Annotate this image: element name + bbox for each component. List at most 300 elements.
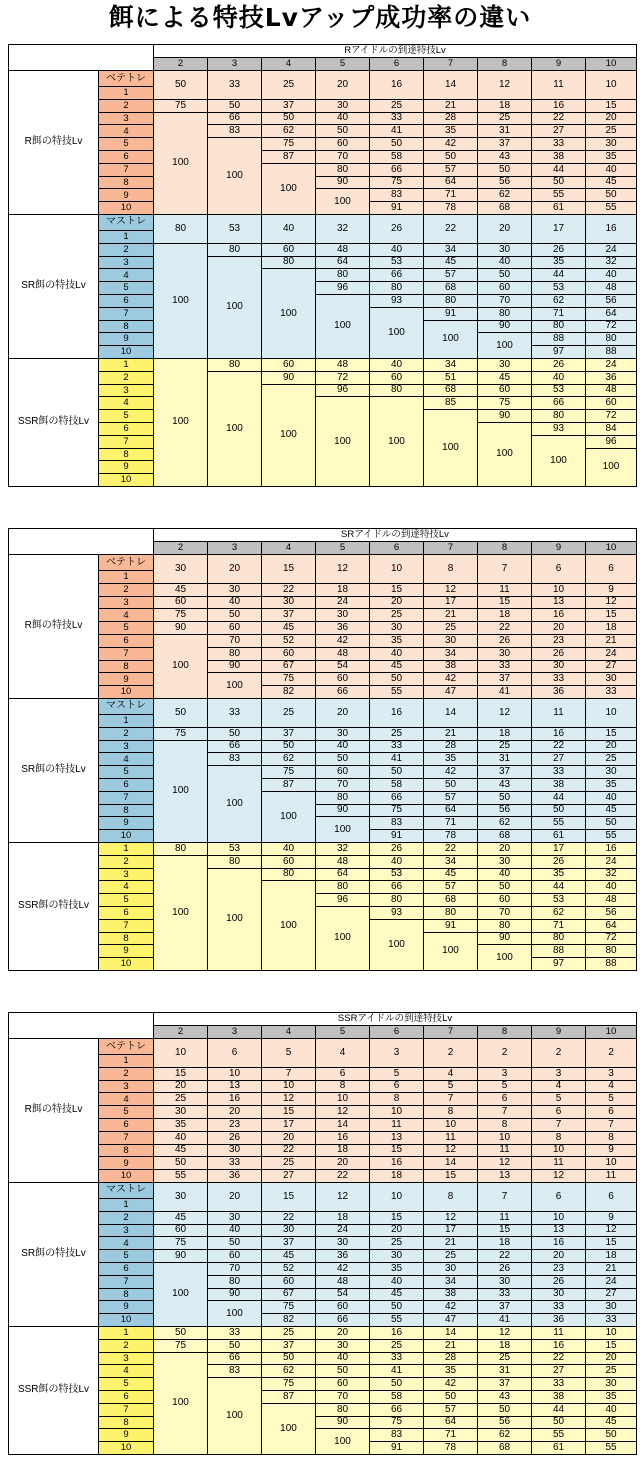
rate-cell: 11 bbox=[424, 1131, 478, 1144]
feed-level: 2 bbox=[99, 855, 154, 868]
rate-cell: 11 bbox=[532, 71, 586, 100]
feed-level: 5 bbox=[99, 282, 154, 295]
rate-cell: 72 bbox=[586, 320, 637, 333]
feed-level: 5 bbox=[99, 894, 154, 907]
rate-cell: 33 bbox=[208, 1326, 262, 1339]
rate-cell: 45 bbox=[424, 256, 478, 269]
rate-cell: 83 bbox=[208, 753, 262, 766]
rate-cell: 61 bbox=[532, 1442, 586, 1455]
rate-cell: 62 bbox=[478, 189, 532, 202]
rate-cell: 80 bbox=[532, 410, 586, 423]
max-rate-cell: 100 bbox=[316, 1429, 370, 1455]
rate-cell: 6 bbox=[316, 1067, 370, 1080]
rate-cell: 36 bbox=[208, 1170, 262, 1183]
rate-cell: 50 bbox=[478, 791, 532, 804]
rate-cell: 24 bbox=[586, 243, 637, 256]
rate-cell: 60 bbox=[262, 358, 316, 371]
rate-cell: 44 bbox=[532, 791, 586, 804]
feed-level: 2 bbox=[99, 243, 154, 256]
rate-cell: 80 bbox=[208, 358, 262, 371]
rate-cell: 10 bbox=[424, 1118, 478, 1131]
rate-cell: 31 bbox=[478, 753, 532, 766]
arrival-level-title: Rアイドルの到達特技Lv bbox=[154, 45, 637, 58]
feed-level: 3 bbox=[99, 112, 154, 125]
max-rate-cell: 100 bbox=[316, 906, 370, 970]
rate-cell: 80 bbox=[424, 294, 478, 307]
rate-cell: 87 bbox=[262, 778, 316, 791]
rate-cell: 12 bbox=[478, 71, 532, 100]
rate-cell: 53 bbox=[532, 282, 586, 295]
rate-cell: 18 bbox=[586, 1250, 637, 1263]
rate-cell: 11 bbox=[370, 1118, 424, 1131]
rate-cell: 13 bbox=[532, 1224, 586, 1237]
rate-cell: 32 bbox=[586, 256, 637, 269]
rate-cell: 80 bbox=[208, 855, 262, 868]
feed-level: 4 bbox=[99, 609, 154, 622]
rate-cell: 75 bbox=[370, 176, 424, 189]
rate-cell: 16 bbox=[586, 842, 637, 855]
level-header: 3 bbox=[208, 1026, 262, 1039]
level-header: 6 bbox=[370, 542, 424, 555]
table-row bbox=[9, 384, 637, 397]
rate-cell: 96 bbox=[586, 435, 637, 448]
feed-level: 8 bbox=[99, 1144, 154, 1157]
rate-cell: 26 bbox=[478, 634, 532, 647]
rate-cell: 18 bbox=[478, 1339, 532, 1352]
rate-cell: 20 bbox=[316, 1157, 370, 1170]
rate-cell: 27 bbox=[262, 1170, 316, 1183]
feed-level: 7 bbox=[99, 1403, 154, 1416]
rate-cell: 22 bbox=[478, 622, 532, 635]
rate-cell: 75 bbox=[478, 397, 532, 410]
rate-cell: 12 bbox=[586, 1224, 637, 1237]
rate-cell: 30 bbox=[262, 1224, 316, 1237]
max-rate-cell: 100 bbox=[154, 1352, 208, 1454]
rate-cell: 11 bbox=[532, 698, 586, 727]
rate-cell: 35 bbox=[154, 1118, 208, 1131]
rate-cell: 71 bbox=[424, 189, 478, 202]
rate-cell: 33 bbox=[532, 1301, 586, 1314]
rate-cell: 33 bbox=[532, 1378, 586, 1391]
rate-cell: 16 bbox=[370, 1157, 424, 1170]
feed-level: 7 bbox=[99, 1131, 154, 1144]
rate-cell: 30 bbox=[478, 647, 532, 660]
rate-cell: 8 bbox=[478, 1118, 532, 1131]
rate-cell: 64 bbox=[424, 804, 478, 817]
rate-cell: 26 bbox=[370, 214, 424, 243]
rate-cell: 33 bbox=[532, 766, 586, 779]
rate-cell: 54 bbox=[316, 1288, 370, 1301]
rate-cell: 15 bbox=[262, 555, 316, 584]
rate-cell: 22 bbox=[262, 1211, 316, 1224]
rate-cell: 20 bbox=[208, 555, 262, 584]
rate-cell: 62 bbox=[532, 906, 586, 919]
rate-cell: 45 bbox=[154, 583, 208, 596]
rate-cell: 38 bbox=[532, 1390, 586, 1403]
rate-cell: 36 bbox=[532, 686, 586, 699]
feed-level: 5 bbox=[99, 1250, 154, 1263]
rate-cell: 11 bbox=[478, 583, 532, 596]
rate-cell: 8 bbox=[586, 1131, 637, 1144]
table-row bbox=[9, 1067, 637, 1080]
rate-table-sr-idol bbox=[8, 528, 637, 971]
rate-cell: 6 bbox=[532, 555, 586, 584]
rate-cell: 30 bbox=[262, 596, 316, 609]
rate-cell: 40 bbox=[370, 1275, 424, 1288]
rate-cell: 64 bbox=[424, 176, 478, 189]
rate-cell: 42 bbox=[424, 766, 478, 779]
rate-cell: 33 bbox=[208, 698, 262, 727]
max-rate-cell: 100 bbox=[262, 269, 316, 359]
rate-cell: 20 bbox=[316, 698, 370, 727]
rate-cell: 16 bbox=[208, 1093, 262, 1106]
table-row bbox=[9, 150, 637, 163]
rate-cell: 66 bbox=[370, 1403, 424, 1416]
rate-cell: 35 bbox=[586, 150, 637, 163]
rate-cell: 53 bbox=[370, 256, 424, 269]
feed-level: 4 bbox=[99, 1365, 154, 1378]
rate-cell: 68 bbox=[478, 830, 532, 843]
rate-cell: 80 bbox=[316, 881, 370, 894]
rate-cell: 25 bbox=[370, 609, 424, 622]
rate-cell: 50 bbox=[532, 176, 586, 189]
rate-cell: 40 bbox=[370, 647, 424, 660]
rate-cell: 23 bbox=[532, 634, 586, 647]
rate-cell: 44 bbox=[532, 269, 586, 282]
rate-cell: 71 bbox=[424, 1429, 478, 1442]
rate-cell: 71 bbox=[532, 919, 586, 932]
rate-cell: 30 bbox=[478, 358, 532, 371]
feed-level: 1 bbox=[99, 842, 154, 855]
rate-cell: 45 bbox=[370, 660, 424, 673]
rate-cell: 60 bbox=[262, 243, 316, 256]
rate-cell: 33 bbox=[208, 1157, 262, 1170]
level-header: 5 bbox=[316, 542, 370, 555]
table-row bbox=[9, 596, 637, 609]
rate-cell: 30 bbox=[586, 138, 637, 151]
rate-cell: 33 bbox=[478, 1288, 532, 1301]
feed-level: 3 bbox=[99, 596, 154, 609]
rate-cell: 57 bbox=[424, 791, 478, 804]
table-row bbox=[9, 766, 637, 779]
rate-cell: 37 bbox=[262, 1339, 316, 1352]
rate-cell: 50 bbox=[424, 1390, 478, 1403]
rate-cell: 10 bbox=[586, 1157, 637, 1170]
rate-cell: 8 bbox=[424, 1106, 478, 1119]
table-row bbox=[9, 138, 637, 151]
table-row bbox=[9, 1118, 637, 1131]
rate-cell: 27 bbox=[586, 1288, 637, 1301]
rate-cell: 66 bbox=[208, 1352, 262, 1365]
rate-cell: 16 bbox=[586, 214, 637, 243]
rate-cell: 42 bbox=[424, 1378, 478, 1391]
table-row bbox=[9, 371, 637, 384]
feed-level: 10 bbox=[99, 958, 154, 971]
feed-level: 9 bbox=[99, 1157, 154, 1170]
feed-level: 7 bbox=[99, 1275, 154, 1288]
rate-cell: 55 bbox=[532, 817, 586, 830]
rate-cell: 64 bbox=[424, 1416, 478, 1429]
rate-cell: 60 bbox=[316, 1301, 370, 1314]
rate-cell: 57 bbox=[424, 881, 478, 894]
section-label: SR餌の特技Lv bbox=[9, 698, 99, 842]
table-row bbox=[9, 583, 637, 596]
rate-cell: 4 bbox=[424, 1067, 478, 1080]
rate-cell: 80 bbox=[154, 842, 208, 855]
feed-level: 1 bbox=[99, 230, 154, 243]
rate-cell: 80 bbox=[370, 894, 424, 907]
rate-cell: 44 bbox=[532, 1403, 586, 1416]
rate-cell: 87 bbox=[262, 150, 316, 163]
rate-cell: 93 bbox=[532, 422, 586, 435]
level-header: 6 bbox=[370, 58, 424, 71]
table-row bbox=[9, 622, 637, 635]
rate-cell: 16 bbox=[370, 71, 424, 100]
rate-cell: 50 bbox=[370, 1378, 424, 1391]
table-row bbox=[9, 894, 637, 907]
max-rate-cell: 100 bbox=[154, 112, 208, 214]
rate-cell: 25 bbox=[478, 112, 532, 125]
rate-cell: 56 bbox=[478, 176, 532, 189]
rate-cell: 35 bbox=[424, 753, 478, 766]
rate-cell: 30 bbox=[154, 1182, 208, 1211]
rate-cell: 14 bbox=[316, 1118, 370, 1131]
rate-cell: 40 bbox=[586, 1403, 637, 1416]
rate-cell: 83 bbox=[370, 817, 424, 830]
rate-cell: 40 bbox=[316, 740, 370, 753]
feed-level: 3 bbox=[99, 868, 154, 881]
rate-cell: 75 bbox=[262, 138, 316, 151]
rate-cell: 15 bbox=[370, 1211, 424, 1224]
rate-cell: 27 bbox=[586, 660, 637, 673]
rate-cell: 37 bbox=[478, 673, 532, 686]
level-header: 7 bbox=[424, 1026, 478, 1039]
level-header: 3 bbox=[208, 58, 262, 71]
rate-cell: 58 bbox=[370, 150, 424, 163]
rate-cell: 40 bbox=[586, 881, 637, 894]
section-label: R餌の特技Lv bbox=[9, 1039, 99, 1183]
rate-cell: 15 bbox=[262, 1182, 316, 1211]
level-header-row bbox=[9, 1026, 637, 1039]
rate-cell: 50 bbox=[154, 1157, 208, 1170]
rate-cell: 30 bbox=[424, 634, 478, 647]
level-header: 10 bbox=[586, 542, 637, 555]
table-row bbox=[9, 294, 637, 307]
rate-cell: 72 bbox=[316, 371, 370, 384]
rate-cell: 30 bbox=[478, 855, 532, 868]
rate-cell: 6 bbox=[208, 1039, 262, 1068]
section-label: SR餌の特技Lv bbox=[9, 1182, 99, 1326]
rate-cell: 10 bbox=[532, 583, 586, 596]
rate-cell: 18 bbox=[478, 99, 532, 112]
rate-cell: 10 bbox=[370, 555, 424, 584]
rate-cell: 58 bbox=[370, 1390, 424, 1403]
level-header: 4 bbox=[262, 58, 316, 71]
rate-cell: 50 bbox=[370, 138, 424, 151]
rate-cell: 60 bbox=[262, 855, 316, 868]
rate-cell: 70 bbox=[478, 294, 532, 307]
feed-level: 6 bbox=[99, 422, 154, 435]
rate-cell: 21 bbox=[424, 1237, 478, 1250]
rate-cell: 26 bbox=[532, 647, 586, 660]
level-header: 7 bbox=[424, 542, 478, 555]
rate-cell: 55 bbox=[586, 1442, 637, 1455]
max-rate-cell: 100 bbox=[316, 817, 370, 843]
max-rate-cell: 100 bbox=[154, 740, 208, 842]
max-rate-cell: 100 bbox=[262, 881, 316, 971]
rate-cell: 23 bbox=[532, 1262, 586, 1275]
rate-cell: 40 bbox=[262, 842, 316, 855]
rate-cell: 18 bbox=[478, 1237, 532, 1250]
rate-cell: 33 bbox=[586, 686, 637, 699]
rate-cell: 38 bbox=[424, 660, 478, 673]
rate-cell: 80 bbox=[154, 214, 208, 243]
rate-cell: 24 bbox=[316, 1224, 370, 1237]
rate-cell: 20 bbox=[586, 740, 637, 753]
rate-cell: 15 bbox=[478, 1224, 532, 1237]
rate-cell: 57 bbox=[424, 1403, 478, 1416]
max-rate-cell: 100 bbox=[532, 435, 586, 486]
rate-cell: 75 bbox=[154, 1339, 208, 1352]
rate-cell: 30 bbox=[532, 1288, 586, 1301]
rate-cell: 32 bbox=[316, 842, 370, 855]
rate-cell: 52 bbox=[262, 634, 316, 647]
rate-cell: 36 bbox=[586, 371, 637, 384]
feed-level: 6 bbox=[99, 906, 154, 919]
rate-cell: 88 bbox=[586, 346, 637, 359]
rate-cell: 55 bbox=[586, 830, 637, 843]
rate-cell: 4 bbox=[532, 1080, 586, 1093]
rate-cell: 53 bbox=[208, 214, 262, 243]
rate-cell: 40 bbox=[532, 371, 586, 384]
rate-cell: 75 bbox=[154, 1237, 208, 1250]
rate-cell: 48 bbox=[586, 894, 637, 907]
level-header: 8 bbox=[478, 58, 532, 71]
rate-cell: 40 bbox=[370, 358, 424, 371]
max-rate-cell: 100 bbox=[262, 384, 316, 486]
rate-cell: 34 bbox=[424, 855, 478, 868]
rate-cell: 20 bbox=[478, 842, 532, 855]
rate-cell: 60 bbox=[316, 138, 370, 151]
feed-level: 6 bbox=[99, 634, 154, 647]
rate-cell: 24 bbox=[316, 596, 370, 609]
rate-cell: 55 bbox=[370, 686, 424, 699]
rate-cell: 25 bbox=[370, 1237, 424, 1250]
rate-cell: 70 bbox=[316, 778, 370, 791]
rate-cell: 45 bbox=[586, 804, 637, 817]
rate-cell: 30 bbox=[154, 1106, 208, 1119]
rate-cell: 40 bbox=[478, 256, 532, 269]
rate-cell: 62 bbox=[478, 817, 532, 830]
rate-cell: 33 bbox=[370, 1352, 424, 1365]
section-label: SSR餌の特技Lv bbox=[9, 842, 99, 970]
corner-cell-lower bbox=[9, 1026, 154, 1039]
feed-level: 9 bbox=[99, 673, 154, 686]
rate-cell: 56 bbox=[478, 804, 532, 817]
rate-cell: 50 bbox=[208, 609, 262, 622]
rate-cell: 50 bbox=[262, 112, 316, 125]
base-trainer-label: ベテトレ bbox=[99, 71, 154, 87]
rate-cell: 32 bbox=[316, 214, 370, 243]
rate-cell: 80 bbox=[478, 919, 532, 932]
rate-cell: 10 bbox=[532, 1211, 586, 1224]
feed-level: 4 bbox=[99, 1093, 154, 1106]
rate-cell: 70 bbox=[316, 1390, 370, 1403]
max-rate-cell: 100 bbox=[316, 294, 370, 358]
rate-cell: 33 bbox=[370, 740, 424, 753]
rate-cell: 45 bbox=[370, 1288, 424, 1301]
rate-cell: 11 bbox=[478, 1144, 532, 1157]
level-header: 9 bbox=[532, 58, 586, 71]
rate-cell: 10 bbox=[478, 1131, 532, 1144]
rate-cell: 28 bbox=[424, 1352, 478, 1365]
rate-cell: 25 bbox=[478, 740, 532, 753]
max-rate-cell: 100 bbox=[262, 791, 316, 842]
rate-cell: 33 bbox=[532, 673, 586, 686]
rate-cell: 96 bbox=[316, 894, 370, 907]
rate-cell: 66 bbox=[370, 881, 424, 894]
rate-cell: 35 bbox=[424, 125, 478, 138]
feed-level: 8 bbox=[99, 660, 154, 673]
rate-cell: 78 bbox=[424, 202, 478, 215]
max-rate-cell: 100 bbox=[208, 673, 262, 699]
rate-cell: 33 bbox=[586, 1314, 637, 1327]
rate-cell: 50 bbox=[478, 163, 532, 176]
table-row bbox=[9, 1390, 637, 1403]
rate-cell: 26 bbox=[532, 1275, 586, 1288]
rate-cell: 10 bbox=[370, 1106, 424, 1119]
rate-cell: 36 bbox=[316, 622, 370, 635]
rate-cell: 3 bbox=[370, 1039, 424, 1068]
rate-cell: 97 bbox=[532, 346, 586, 359]
rate-cell: 90 bbox=[316, 176, 370, 189]
rate-table-r-idol bbox=[8, 44, 637, 487]
rate-cell: 80 bbox=[316, 1403, 370, 1416]
rate-cell: 22 bbox=[424, 842, 478, 855]
corner-cell-lower bbox=[9, 58, 154, 71]
rate-cell: 60 bbox=[316, 1378, 370, 1391]
rate-cell: 42 bbox=[316, 634, 370, 647]
rate-cell: 83 bbox=[208, 1365, 262, 1378]
rate-cell: 5 bbox=[586, 1093, 637, 1106]
rate-cell: 31 bbox=[478, 1365, 532, 1378]
rate-cell: 25 bbox=[586, 753, 637, 766]
rate-cell: 62 bbox=[262, 125, 316, 138]
rate-cell: 31 bbox=[478, 125, 532, 138]
rate-cell: 6 bbox=[586, 1182, 637, 1211]
rate-cell: 34 bbox=[424, 1275, 478, 1288]
rate-cell: 6 bbox=[586, 555, 637, 584]
rate-cell: 45 bbox=[154, 1211, 208, 1224]
rate-cell: 20 bbox=[154, 1080, 208, 1093]
rate-cell: 66 bbox=[370, 791, 424, 804]
arrival-level-title: SRアイドルの到達特技Lv bbox=[154, 529, 637, 542]
table-row bbox=[9, 1250, 637, 1263]
rate-cell: 91 bbox=[424, 307, 478, 320]
rate-cell: 90 bbox=[478, 932, 532, 945]
rate-cell: 61 bbox=[532, 202, 586, 215]
rate-cell: 60 bbox=[370, 371, 424, 384]
rate-cell: 75 bbox=[262, 1378, 316, 1391]
rate-cell: 72 bbox=[586, 932, 637, 945]
max-rate-cell: 100 bbox=[478, 422, 532, 486]
rate-cell: 8 bbox=[532, 1131, 586, 1144]
feed-level: 1 bbox=[99, 1326, 154, 1339]
rate-cell: 54 bbox=[316, 660, 370, 673]
rate-cell: 30 bbox=[316, 727, 370, 740]
rate-cell: 37 bbox=[478, 1378, 532, 1391]
rate-cell: 53 bbox=[370, 868, 424, 881]
